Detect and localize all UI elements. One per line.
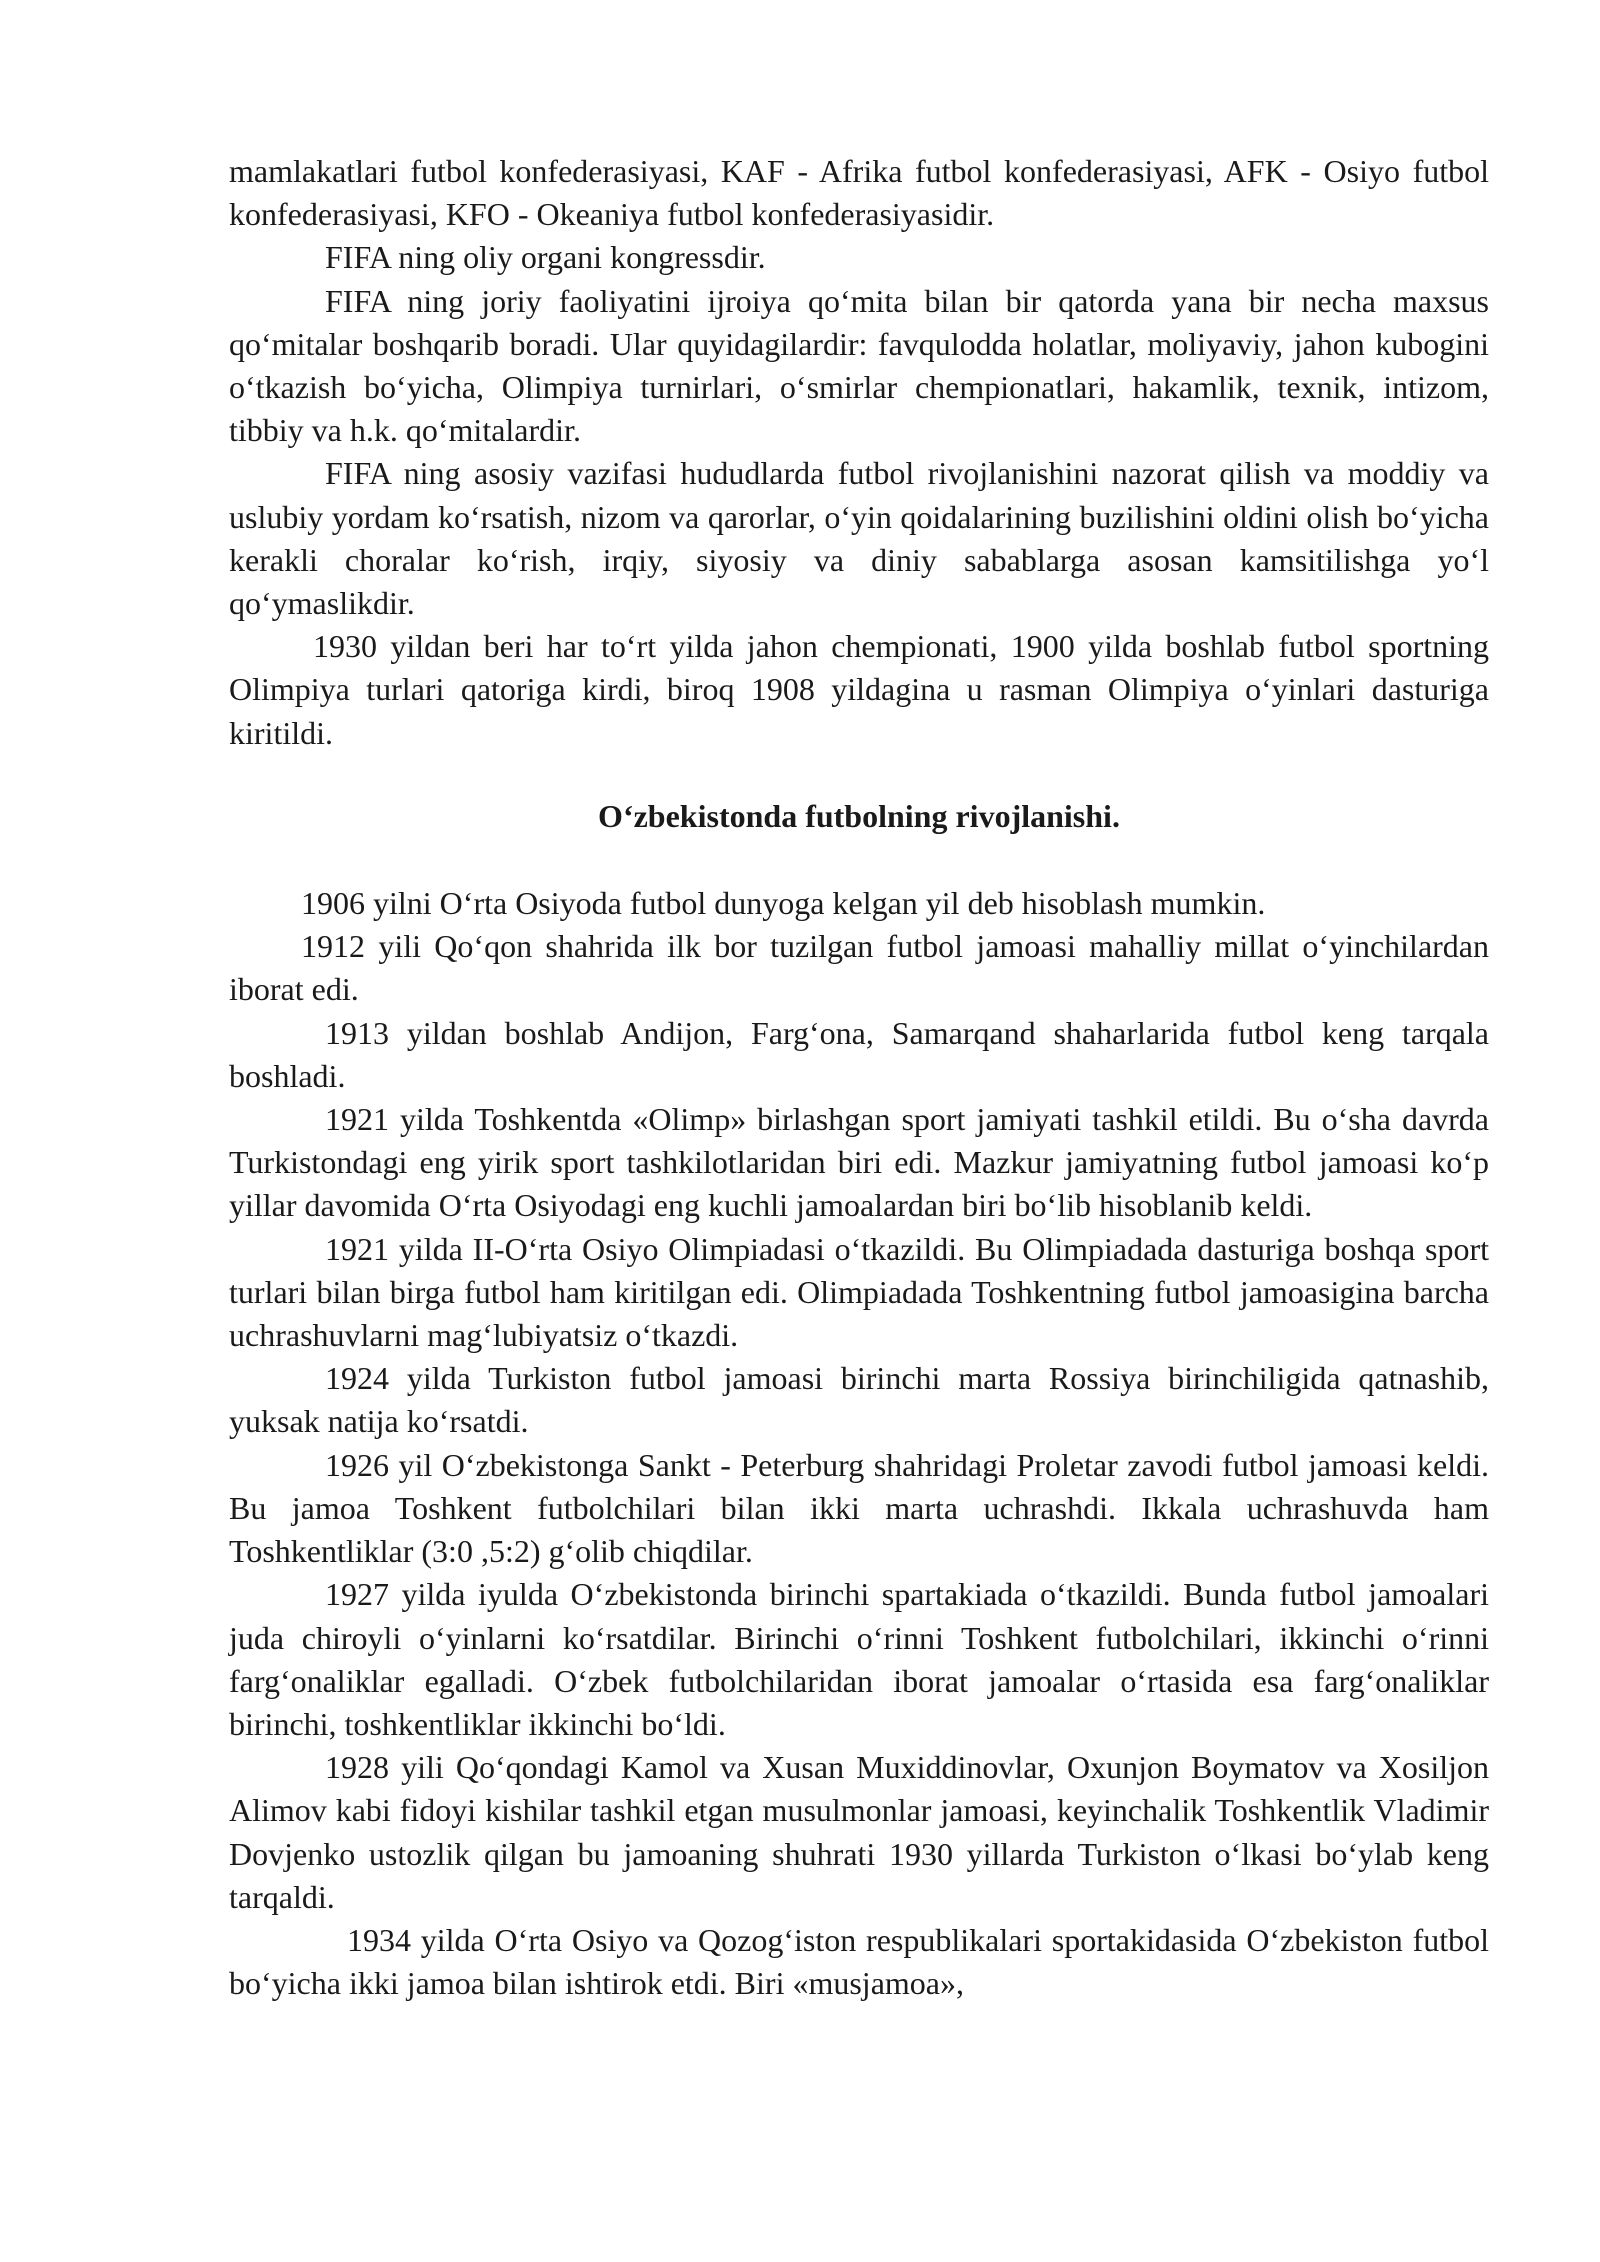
document-page <box>229 150 1489 2005</box>
paragraph-fifa-congress: FIFA ning oliy organi kongressdir. <box>325 239 766 276</box>
paragraph-world-cup-history: 1930 yildan beri har to‘rt yilda jahon chempionati, 1900 yilda boshlab futbol sportning Olimpiya turlari qatoriga kirdi, biroq 1908 yildagina u rasman Olimpiya o‘yinlari dasturiga kiritildi. <box>229 628 1489 751</box>
paragraph-1913: 1913 yildan boshlab Andijon, Farg‘ona, Samarqand shaharlarida futbol keng tarqala boshladi. <box>229 1014 1489 1094</box>
paragraph-confederations: mamlakatlari futbol konfederasiyasi, KAF - Afrika futbol konfederasiyasi, AFK - Osiyo futbol konfederasiyasi, KFO - Okeaniya futbol konfederasiyasidir. <box>229 153 1489 233</box>
paragraph-fifa-committees: FIFA ning joriy faoliyatini ijroiya qo‘mita bilan bir qatorda yana bir necha maxsus qo‘mitalar boshqarib boradi. Ular quyidagilardir: favqulodda holatlar, moliyaviy, jahon kubogini o‘tkazish bo‘yicha, Olimpiya turnirlari, o‘smirlar chempionatlari, hakamlik, texnik, intizom, tibbiy va h.k. qo‘mitalardir. <box>229 282 1489 449</box>
paragraph-fifa-tasks: FIFA ning asosiy vazifasi hududlarda futbol rivojlanishini nazorat qilish va moddiy va uslubiy yordam ko‘rsatish, nizom va qarorlar, o‘yin qoidalarining buzilishini oldini olish bo‘yicha kerakli choralar ko‘rish, irqiy, siyosiy va diniy sabablarga asosan kamsitilishga yo‘l qo‘ymaslikdir. <box>229 455 1489 622</box>
paragraph-1921-olympiad: 1921 yilda II-O‘rta Osiyo Olimpiadasi o‘tkazildi. Bu Olimpiadada dasturiga boshqa sport turlari bilan birga futbol ham kiritilgan edi. Olimpiadada Toshkentning futbol jamoasigina barcha uchrashuvlarni mag‘lubiyatsiz o‘tkazdi. <box>229 1230 1489 1354</box>
paragraph-1912: 1912 yili Qo‘qon shahrida ilk bor tuzilgan futbol jamoasi mahalliy millat o‘yinchilardan iborat edi. <box>229 928 1489 1008</box>
paragraph-1906: 1906 yilni O‘rta Osiyoda futbol dunyoga kelgan yil deb hisoblash mumkin. <box>301 885 1266 922</box>
paragraph-1921-olimp: 1921 yilda Toshkentda «Olimp» birlashgan sport jamiyati tashkil etildi. Bu o‘sha davrda Turkistondagi eng yirik sport tashkilotlaridan biri edi. Mazkur jamiyatning futbol jamoasi ko‘p yillar davomida O‘rta Osiyodagi eng kuchli jamoalardan biri bo‘lib hisoblanib keldi. <box>229 1101 1489 1224</box>
paragraph-1934: 1934 yilda O‘rta Osiyo va Qozog‘iston respublikalari sportakidasida O‘zbekiston futbol bo‘yicha ikki jamoa bilan ishtirok etdi. Biri «musjamoa», <box>229 1921 1489 2002</box>
paragraph-1927: 1927 yilda iyulda O‘zbekistonda birinchi spartakiada o‘tkazildi. Bunda futbol jamoalari juda chiroyli o‘yinlarni ko‘rsatdilar. Birinchi o‘rinni Toshkent futbolchilari, ikkinchi o‘rinni farg‘onaliklar egalladi. O‘zbek futbolchilaridan iborat jamoalar o‘rtasida esa farg‘onaliklar birinchi, toshkentliklar ikkinchi bo‘ldi. <box>229 1576 1489 1742</box>
paragraph-1924: 1924 yilda Turkiston futbol jamoasi birinchi marta Rossiya birinchiligida qatnashib, yuksak natija ko‘rsatdi. <box>229 1360 1489 1440</box>
paragraph-1928: 1928 yili Qo‘qondagi Kamol va Xusan Muxiddinovlar, Oxunjon Boymatov va Xosiljon Alimov kabi fidoyi kishilar tashkil etgan musulmonlar jamoasi, keyinchalik Toshkentlik Vladimir Dovjenko ustozlik qilgan bu jamoaning shuhrati 1930 yillarda Turkiston o‘lkasi bo‘ylab keng tarqaldi. <box>229 1749 1489 1915</box>
section-heading: O‘zbekistonda futbolning rivojlanishi. <box>598 797 1120 834</box>
paragraph-1926: 1926 yil O‘zbekistonga Sankt - Peterburg shahridagi Proletar zavodi futbol jamoasi keldi. Bu jamoa Toshkent futbolchilari bilan ikki marta uchrashdi. Ikkala uchrashuvda ham Toshkentliklar (3:0 ,5:2) g‘olib chiqdilar. <box>229 1446 1489 1570</box>
